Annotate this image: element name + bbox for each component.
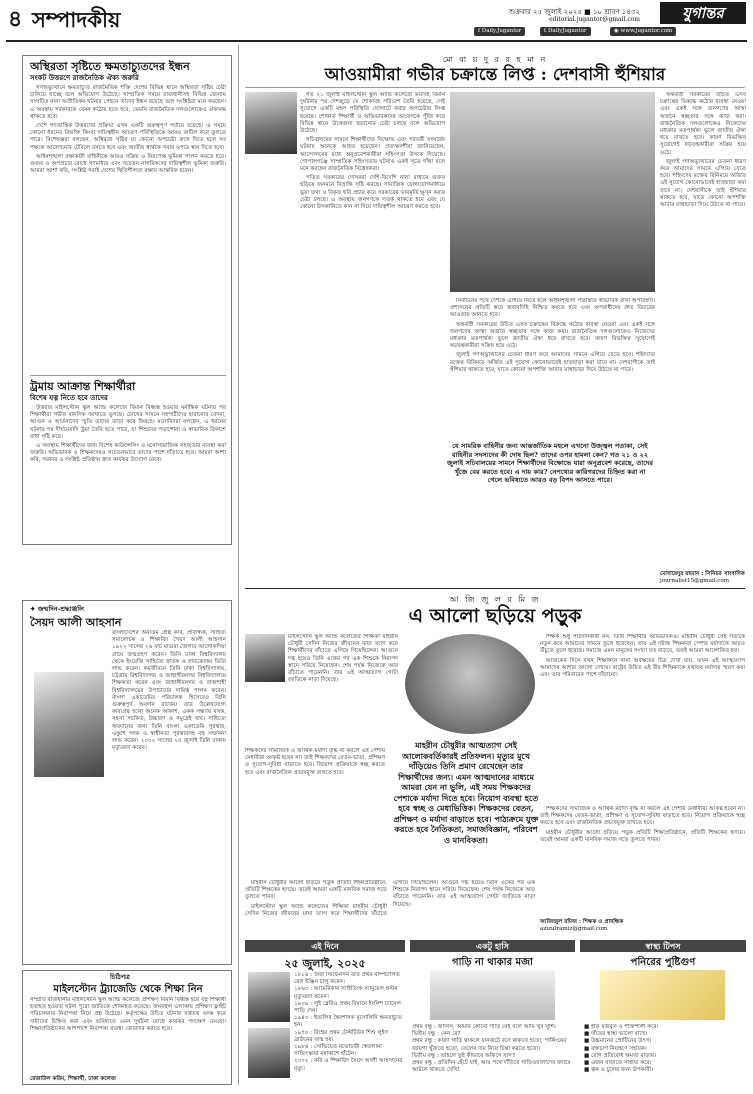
- list-item: ১৮১৪ : জর্জ স্টিফেনসন তার প্রথম বাষ্পচালিত রেল ইঞ্জিন চালু করেন।: [294, 972, 400, 986]
- twitter-icon: t: [544, 28, 548, 34]
- letters-title: মাইলস্টোন ট্র্যাজেডি থেকে শিক্ষা নিন: [53, 984, 203, 995]
- ei-dine-list: [294, 972, 405, 1087]
- ektu-hasi-dialogue: [412, 1024, 574, 1088]
- article-1-rule: [245, 87, 745, 88]
- page-header: [0, 0, 753, 40]
- article-2-col-1b: শিক্ষকদের সামাজিক ও আর্থিক মর্যাদা বৃদ্ধি না করলে এই পেশায় মেধাবীরা আকৃষ্ট হবেন না। তাই শিক্ষকদের বেতন-ভাতা, প্রশিক্ষণ ও সুযোগ-সুবিধা বাড়াতে হবে। নিয়োগ প্রক্রিয়াকে স্বচ্ছ করতে হবে এবং রাজনৈতিক প্রভাবমুক্ত রাখতে হবে।: [245, 748, 385, 776]
- list-item: দ্বিতীয় বন্ধু : কেন রে?: [412, 1031, 461, 1038]
- ektu-hasi-label: একটু হাসি: [410, 940, 575, 952]
- article-1-author: মো বা য় দু র র হ মা ন: [442, 55, 548, 64]
- article-2-portrait-mahrin: [405, 634, 535, 734]
- janmadin-label: ✦ জন্মদিন-শ্রদ্ধাঞ্জলি: [30, 605, 84, 613]
- list-item: ২০০২ : কবি ও শিক্ষাবিদ সৈয়দ আলী আহসানের মৃত্যু।: [294, 1058, 403, 1072]
- article-2-col-3b: শিক্ষকদের সামাজিক ও আর্থিক মর্যাদা বৃদ্ধি না করলে এই পেশায় মেধাবীরা আকৃষ্ট হবেন না। তাই শিক্ষকদের বেতন-ভাতা, প্রশিক্ষণ ও সুযোগ-সুবিধা বাড়াতে হবে। নিয়োগ প্রক্রিয়াকে স্বচ্ছ করতে হবে এবং রাজনৈতিক প্রভাবমুক্ত রাখতে হবে। মাহরীন চৌধুরীর আলো ছড়িয়ে পড়ুক প্রতিটি শিক্ষাপ্রতিষ্ঠানে, প্রতিটি শিক্ষকের হৃদয়ে। তবেই আমরা একটি মানবিক সমাজ গড়ে তুলতে পারব।: [540, 806, 745, 843]
- list-item: ১৯৭৮ : বিশ্বের প্রথম টেস্টটিউব শিশু লুইস ব্রাউনের জন্ম হয়।: [294, 1029, 389, 1043]
- articles-divider: [245, 588, 745, 589]
- editorial-2-subtitle: বিশেষ যত্ন নিতে হবে তাদের: [30, 393, 108, 402]
- list-item: দ্বিতীয় বন্ধু : তাহলে তুই কীভাবে অফিসে যাস?: [412, 1052, 515, 1059]
- editorial-1-subtitle: সংকট উত্তরণে রাজনৈতিক ঐক্য জরুরি: [30, 73, 139, 82]
- article-2-col-1: মাইলস্টোন স্কুল অ্যান্ড কলেজের শিক্ষিকা মাহরীন চৌধুরী সেদিন নিজের জীবনের মায়া ত্যাগ করে শিক্ষার্থীদের বাঁচাতে এগিয়ে গিয়েছিলেন। আগুনে দগ্ধ হয়েও তিনি একের পর এক শিশুকে নিরাপদ স্থানে সরিয়ে নিয়েছেন। শেষ পর্যন্ত নিজেকে আর বাঁচাতে পারেননি। তার এই আত্মত্যাগ গোটা জাতিকে নাড়া দিয়েছে।: [288, 634, 398, 684]
- article-2-col-3: শিক্ষক শুধু পাঠদানকারী নন, তিনি শিক্ষার্থীর অভিভাবকও। মাহরীন চৌধুরী সেই সত্যকে নতুন করে আমাদের সামনে তুলে ধরেছেন। তার এই দৃষ্টান্ত শিক্ষকতা পেশার মর্যাদাকে আরও উঁচুতে তুলে ধরেছে। সমাজে এমন মানুষের সংখ্যা যত বাড়বে, ততই আমরা আলোকিত হব। আজকের দিনে যখন শিক্ষাঙ্গনে নানা অবক্ষয়ের চিত্র দেখা যায়, তখন এই আত্মত্যাগ আমাদের আশার আলো দেখায়। রাষ্ট্রের উচিত এই বীর শিক্ষিকাকে যথাযথ মর্যাদায় স্মরণ করা এবং তার পরিবারের পাশে দাঁড়ানো।: [540, 634, 745, 679]
- social-website[interactable]: ◉ www.jugantor.com: [610, 27, 676, 36]
- header-rule: [6, 40, 747, 42]
- letters-body: সম্প্রতি রাজধানীর মাইলস্টোন স্কুল অ্যান্ড কলেজে প্রশিক্ষণ বিমান বিধ্বস্ত হয়ে বহু শিক্ষার্থী হতাহত হওয়ার ঘটনা পুরো জাতিকে শোকাহত করেছে। জনবহুল এলাকায় প্রশিক্ষণ ফ্লাইট পরিচালনার নিরাপত্তা নিয়ে প্রশ্ন উঠেছে। কর্তৃপক্ষের উচিত ঘটনার যথাযথ তদন্ত করে দায়ীদের চিহ্নিত করা এবং ভবিষ্যতে এমন দুর্ঘটনা রোধে কার্যকর পদক্ষেপ নেওয়া। শিক্ষাপ্রতিষ্ঠানের আশপাশে নিরাপত্তা ব্যবস্থা জোরদার করতে হবে।: [30, 997, 226, 1032]
- editorial-2-body: উত্তরার মাইলস্টোন স্কুল অ্যান্ড কলেজে বিমান বিধ্বস্ত হওয়ার মর্মান্তিক ঘটনার পর শিক্ষার্থীরা গভীর মানসিক আঘাতে ভুগছে। চোখের সামনে সহপাঠীদের হারানোর বেদনা, আগুন ও আর্তনাদের স্মৃতি তাদের তাড়া করে ফিরছে। মনোবিদরা বলছেন, এ ধরনের ঘটনার পর দীর্ঘমেয়াদি ট্রমা তৈরি হতে পারে, যা শিশুদের পড়াশোনা ও স্বাভাবিক বিকাশে বাধা সৃষ্টি করে। এ অবস্থায় শিক্ষার্থীদের জন্য বিশেষ কাউন্সেলিং ও মনোসামাজিক সহায়তার ব্যবস্থা করা জরুরি। অভিভাবক ও শিক্ষকদেরও সচেতনভাবে তাদের পাশে দাঁড়াতে হবে। আমরা আশা করি, সরকার ও সংশ্লিষ্ট প্রতিষ্ঠান দ্রুত কার্যকর উদ্যোগ নেবে।: [30, 405, 226, 464]
- editorial-2: [30, 380, 226, 467]
- article-2-author-photo: [245, 634, 285, 682]
- article-2-signature: আজিজুল রমিজ : শিক্ষক ও প্রাবন্ধিক: [540, 919, 624, 925]
- article-1-signature: মোবায়েদুর রহমান : সিনিয়র সাংবাদিক: [660, 571, 745, 577]
- article-2-quote: মাহরীন চৌধুরীর আত্মত্যাগ সেই আলোকবর্তিকারই প্রতিফলন। মৃত্যুর মুখে দাঁড়িয়েও তিনি প্রমাণ রেখেছেন তার শিক্ষার্থীদের জন্য। এমন আত্মদানের মাধ্যমে আমরা যেন না ভুলি, এই সময় শিক্ষকদের পেশাকে মর্যাদা দিতে হবে। নিয়োগ ব্যবস্থা হতে হবে স্বচ্ছ ও মেধাভিত্তিক। শিক্ষকদের বেতন, প্রশিক্ষণ ও মর্যাদা বাড়াতে হবে। পাঠ্যক্রমে যুক্ত করতে হবে নৈতিকতা, সমাজবিজ্ঞান, পরিবেশ ও মানবিকতা।: [393, 740, 539, 845]
- sasthya-label: স্বাস্থ্য টিপস: [580, 940, 746, 952]
- janmadin-body: বাংলাদেশের অন্যতম শ্রেষ্ঠ কবি, প্রাবন্ধিক, সাহিত্য সমালোচক ও শিক্ষাবিদ সৈয়দ আলী আহসান ১৯২২ সালের ২৬ মার্চ মাগুরা জেলার আলোকদিয়া গ্রামে জন্মগ্রহণ করেন। তিনি ঢাকা বিশ্ববিদ্যালয় থেকে ইংরেজি সাহিত্যে স্নাতক ও স্নাতকোত্তর ডিগ্রি লাভ করেন। কর্মজীবনে তিনি ঢাকা বিশ্ববিদ্যালয়, চট্টগ্রাম বিশ্ববিদ্যালয় ও জাহাঙ্গীরনগর বিশ্ববিদ্যালয়ে শিক্ষকতা করেন এবং জাহাঙ্গীরনগর ও রাজশাহী বিশ্ববিদ্যালয়ের উপাচার্যের দায়িত্ব পালন করেন। বাংলা একাডেমির পরিচালক হিসেবেও তিনি গুরুত্বপূর্ণ অবদান রাখেন। তার উল্লেখযোগ্য কাব্যগ্রন্থ হলো অনেক আকাশ, একক সন্ধ্যায় বসন্ত, সহসা সচকিত, উচ্চারণ ও সমুদ্রেই যাব। সাহিত্যে অবদানের জন্য তিনি বাংলা একাডেমি পুরস্কার, একুশে পদক ও স্বাধীনতা পুরস্কারসহ বহু সম্মাননা লাভ করেন। ২০০২ সালের ২৫ জুলাই তিনি ঢাকায় মৃত্যুবরণ করেন।: [112, 630, 226, 752]
- editorial-1: [30, 60, 226, 177]
- ektu-hasi-title: গাড়ি না থাকার মজা: [452, 957, 533, 968]
- sasthya-cheese-photo: [600, 970, 725, 1020]
- article-1-col-1: গত ২১ জুলাই মাইলস্টোন স্কুল অ্যান্ড কলেজে ভয়াবহ বিমান দুর্ঘটনার পর দেশজুড়ে যে শোকাবহ পরিবেশ তৈরি হয়েছে, সেই সুযোগে একটি মহল পরিস্থিতি ঘোলাটে করার অপচেষ্টায় লিপ্ত হয়েছে। শোকার্ত শিক্ষার্থী ও অভিভাবকদের আবেগকে পুঁজি করে বিভিন্ন স্থানে উত্তেজনা ছড়ানোর চেষ্টা চলছে বলে অভিযোগ উঠেছে। সচিবালয়ের সামনে শিক্ষার্থীদের বিক্ষোভ এবং পরবর্তী সংঘর্ষের ঘটনায় অনেকে আহত হয়েছেন। প্রত্যক্ষদর্শীরা জানিয়েছেন, আন্দোলনের মধ্যে অনুপ্রবেশকারীরা সহিংসতা উসকে দিয়েছে। গোপালগঞ্জে সাম্প্রতিক সহিংসতার ঘটনাও একই সূত্রে গাঁথা বলে মনে করছেন রাজনৈতিক বিশ্লেষকরা। পতিত সরকারের দোসররা দেশি-বিদেশি নানা মাধ্যমে গুজব ছড়িয়ে জনমনে বিভ্রান্তি সৃষ্টি করছে। সামাজিক যোগাযোগমাধ্যমে ভুয়া তথ্য ও বিকৃত ছবি প্রচার করে সরকারের ভাবমূর্তি ক্ষুণ্ন করার চেষ্টা চলছে। এ অবস্থায় জনগণকে সতর্ক থাকতে হবে এবং যে কোনো উসকানিতে কান না দিয়ে দায়িত্বশীল আচরণ করতে হবে।: [300, 92, 445, 211]
- list-item: ■ ওজন বাড়াতে সাহায্য করে।: [584, 1060, 652, 1067]
- editorial-divider: [30, 375, 226, 376]
- sasthya-list: [584, 1024, 744, 1088]
- editorial-1-body: গণঅভ্যুত্থানে ক্ষমতাচ্যুত রাজনৈতিক শক্তি দেশের বিভিন্ন স্থানে অস্থিরতা সৃষ্টির চেষ্টা চালিয়ে যাচ্ছে বলে অভিযোগ উঠেছে। সাম্প্রতিক সময়ে রাজধানীসহ বিভিন্ন জেলায় সংঘটিত নানা অপ্রীতিকর ঘটনার পেছনে তাদের ইন্ধন রয়েছে বলে সংশ্লিষ্টরা মনে করছেন। এ অবস্থায় সরকারকে যেমন কঠোর হতে হবে, তেমনি রাজনৈতিক দলগুলোকেও ঐক্যবদ্ধ থাকতে হবে। দেশে গণতান্ত্রিক উত্তরণের প্রক্রিয়া এখন একটি গুরুত্বপূর্ণ পর্যায়ে রয়েছে। এ সময়ে কোনো ধরনের বিভক্তি কিংবা দায়িত্বহীন আচরণ পরিস্থিতিকে আরও জটিল করে তুলতে পারে। বিশেষজ্ঞরা বলছেন, অস্থিরতা সৃষ্টির যে কোনো অপচেষ্টা রুখে দিতে হলে সব পক্ষকে আলোচনার টেবিলে বসতে হবে এবং জাতীয় স্বার্থকে সবার ওপরে স্থান দিতে হবে। আইনশৃঙ্খলা রক্ষাকারী বাহিনীকে আরও সক্রিয় ও নিরপেক্ষ ভূমিকা পালন করতে হবে। গুজব ও অপপ্রচার রোধে গণমাধ্যম এবং সচেতন নাগরিকদের দায়িত্বশীল ভূমিকা জরুরি। আমরা আশা করি, সংশ্লিষ্ট সবাই দেশের স্থিতিশীলতা রক্ষায় আন্তরিক হবেন।: [30, 85, 226, 175]
- editorial-1-title: অস্থিরতা সৃষ্টিতে ক্ষমতাচ্যুতদের ইন্ধন: [30, 60, 190, 73]
- editorial-2-title: ট্রমায় আক্রান্ত শিক্ষার্থীরা: [30, 380, 136, 393]
- globe-icon: ◉: [614, 28, 621, 34]
- article-1-photo-protest: [450, 92, 655, 292]
- column-divider: [238, 45, 239, 1085]
- list-item: ■ রক্তচাপ নিয়ন্ত্রণে সহায়ক।: [584, 1045, 647, 1052]
- article-1-title: আওয়ামীরা গভীর চক্রান্তে লিপ্ত : দেশবাসী হুঁশিয়ার: [324, 65, 666, 85]
- letters-label: চিঠিপত্র: [110, 973, 130, 981]
- article-2-title: এ আলো ছড়িয়ে পড়ুক: [408, 605, 582, 627]
- ei-dine-label: এই দিনে: [245, 940, 405, 952]
- social-twitter[interactable]: t DailyJugantor: [540, 27, 591, 36]
- header-date: শুক্রবার ২৫ জুলাই ২০২৫ ■ ১০ শ্রাবণ ১৪৩২: [509, 8, 640, 16]
- ektu-hasi-cartoon: [430, 970, 555, 1020]
- article-1-email[interactable]: journalist15@gmail.com: [660, 578, 730, 584]
- list-item: ■ উচ্চমানের প্রোটিনের উৎস।: [584, 1038, 652, 1045]
- article-1-col-3: অন্তর্বর্তী সরকারের উচিত এসব চক্রান্তের বিরুদ্ধে কঠোর ব্যবস্থা নেওয়া এবং একই সঙ্গে জনগণের আস্থা অর্জনে স্বচ্ছতার সঙ্গে কাজ করা। রাজনৈতিক দলগুলোকেও নিজেদের মধ্যকার মতপার্থক্য ভুলে জাতীয় ঐক্য ধরে রাখতে হবে। কারণ বিভক্তির সুযোগেই ষড়যন্ত্রকারীরা সক্রিয় হয়ে ওঠে। জুলাই গণঅভ্যুত্থানের চেতনা ধারণ করে আমাদের সামনে এগিয়ে যেতে হবে। শহিদদের রক্তের বিনিময়ে অর্জিত এই সুযোগ কোনোভাবেই হাতছাড়া করা যাবে না। দেশবাসীকে তাই হুঁশিয়ার থাকতে হবে, যাতে কোনো অপশক্তি আবার মাথাচাড়া দিয়ে উঠতে না পারে।: [660, 92, 746, 209]
- newspaper-logo[interactable]: যুগান্তর: [660, 2, 746, 24]
- list-item: ■ দাঁতের স্বাস্থ্য ভালো রাখে।: [584, 1031, 648, 1038]
- section-title: সম্পাদকীয়: [32, 7, 121, 32]
- ei-dine-photo-2: [248, 1028, 290, 1078]
- social-facebook[interactable]: f Daily.Jugantor: [474, 27, 525, 36]
- article-1-col-2: নির্বাচনের পথে দেশকে এগিয়ে নিতে হলে আইনশৃঙ্খলা পরিস্থিতি স্বাভাবিক রাখা অপরিহার্য। প্রশাসনের প্রতিটি স্তরে জবাবদিহি নিশ্চিত করতে হবে এবং অপরাধীদের দ্রুত বিচারের আওতায় আনতে হবে। অন্তর্বর্তী সরকারের উচিত এসব চক্রান্তের বিরুদ্ধে কঠোর ব্যবস্থা নেওয়া এবং একই সঙ্গে জনগণের আস্থা অর্জনে স্বচ্ছতার সঙ্গে কাজ করা। রাজনৈতিক দলগুলোকেও নিজেদের মধ্যকার মতপার্থক্য ভুলে জাতীয় ঐক্য ধরে রাখতে হবে। কারণ বিভক্তির সুযোগেই ষড়যন্ত্রকারীরা সক্রিয় হয়ে ওঠে। জুলাই গণঅভ্যুত্থানের চেতনা ধারণ করে আমাদের সামনে এগিয়ে যেতে হবে। শহিদদের রক্তের বিনিময়ে অর্জিত এই সুযোগ কোনোভাবেই হাতছাড়া করা যাবে না। দেশবাসীকে তাই হুঁশিয়ার থাকতে হবে, যাতে কোনো অপশক্তি আবার মাথাচাড়া দিয়ে উঠতে না পারে।: [450, 298, 655, 373]
- list-item: ১৮৬৩ : আমেরিকান সাহিত্যিক স্যামুয়েল হুস্টন মৃত্যুবরণ করেন।: [294, 986, 398, 1000]
- list-item: প্রথম বন্ধু : প্রতিদিন হেঁটে যাই, আর পথে দাঁড়িয়ে গাড়িওয়ালাদের জ্যামে আটকে থাকতে দেখি!: [412, 1060, 571, 1074]
- janmadin-name: সৈয়দ আলী আহসান: [30, 616, 122, 629]
- list-item: ১৯০৯ : লুই ব্লেরিও প্রথম বিমানে ইংলিশ চ্যানেল পাড়ি দেন।: [294, 1000, 401, 1015]
- page-number: ৪: [8, 6, 23, 32]
- ei-dine-date: ২৫ জুলাই, ২০২৫: [284, 957, 366, 970]
- list-item: ১৯৮৪ : সোভিয়েত নভোচারী স্বেতলানা সাভিৎস্কায়া মহাকাশে হাঁটেন।: [294, 1044, 382, 1058]
- article-1-caption: যে সামরিক বাহিনীর জন্য আন্তর্জাতিক মহলে এখনো উজ্জ্বল পতাকা, সেই বাহিনীর সদস্যদের কী দোষ ছিল? তাদের ওপর হামলা কেন? গত ২১ ও ২২ জুলাই সচিবালয়ের সামনে শিক্ষার্থীদের বিক্ষোভে যারা অনুপ্রবেশ করেছে, তাদের খুঁজে বের করতে হবে। এ দায় কার? নেপথ্যের কারিগরদের চিহ্নিত করা না গেলে ভবিষ্যতে আরও বড় বিপদ আসতে পারে।: [445, 440, 655, 525]
- header-email[interactable]: editorial.jugantor@gmail.com: [549, 16, 640, 23]
- article-1-author-photo: [245, 92, 297, 154]
- list-item: ■ রোগ প্রতিরোধ ক্ষমতা বাড়ায়।: [584, 1052, 657, 1059]
- sasthya-title: পনিরের পুষ্টিগুণ: [630, 957, 696, 968]
- ei-dine-photo-1: [248, 972, 290, 1022]
- list-item: ১৯৪৩ : ইতালির স্বৈরশাসক মুসোলিনি ক্ষমতাচ্যুত হন।: [294, 1015, 402, 1029]
- article-2-col-bottom: মাহরীন চৌধুরীর আলো ছড়িয়ে পড়ুক প্রতিটি শিক্ষাপ্রতিষ্ঠানে, প্রতিটি শিক্ষকের হৃদয়ে। তবেই আমরা একটি মানবিক সমাজ গড়ে তুলতে পারব। মাইলস্টোন স্কুল অ্যান্ড কলেজের শিক্ষিকা মাহরীন চৌধুরী সেদিন নিজের জীবনের মায়া ত্যাগ করে শিক্ষার্থীদের বাঁচাতে এগিয়ে গিয়েছিলেন। আগুনে দগ্ধ হয়েও তিনি একের পর এক শিশুকে নিরাপদ স্থানে সরিয়ে নিয়েছেন। শেষ পর্যন্ত নিজেকে আর বাঁচাতে পারেননি। তার এই আত্মত্যাগ গোটা জাতিকে নাড়া দিয়েছে।: [245, 880, 535, 917]
- article-2-email[interactable]: azizulramiz@gmail.com: [540, 926, 608, 932]
- list-item: প্রথম বন্ধু : জানিস, আমার কোনো গাড়ি নেই বলে আমি খুব খুশি।: [412, 1024, 556, 1030]
- star-icon: ✦: [30, 605, 38, 613]
- facebook-icon: f: [478, 28, 482, 34]
- list-item: ■ ত্বক ও চুলের জন্য উপকারী।: [584, 1067, 654, 1074]
- list-item: প্রথম বন্ধু : কারণ গাড়ি থাকলে যানজটে বসে থাকতে হতো, পার্কিংয়ের জায়গা খুঁজতে হতো, তেলের দাম নিয়ে চিন্তা করতে হতো।: [412, 1038, 567, 1052]
- list-item: ■ হাড় মজবুত ও শক্তিশালী করে।: [584, 1024, 659, 1030]
- letters-signature: রেজাউল করিম, শিক্ষার্থী, ঢাকা কলেজ: [30, 1076, 116, 1082]
- article-2-author: আ জি জু ল র মি জ: [449, 595, 541, 604]
